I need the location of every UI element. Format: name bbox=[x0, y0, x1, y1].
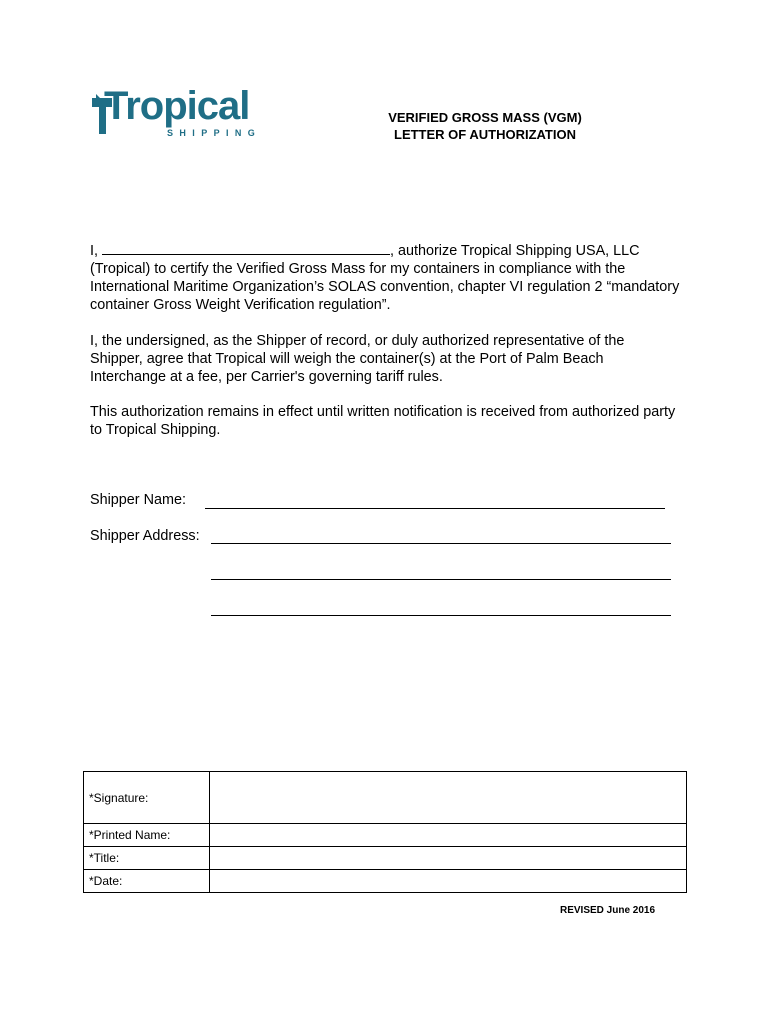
p1-text: , authorize Tropical Shipping USA, LLC (Tropical) to certify the Verified Gross Mass for my containers in compliance with the International Maritime Organization’s SOLAS convention, chapter VI regulation 2 “mandatory container Gross Weight Verification regulation”. bbox=[90, 243, 680, 313]
p1-prefix: I, bbox=[90, 243, 98, 259]
authorizer-name-blank[interactable] bbox=[102, 242, 390, 255]
tropical-shipping-logo bbox=[90, 84, 270, 142]
title-row bbox=[84, 847, 687, 870]
title-line-1: VERIFIED GROSS MASS (VGM) bbox=[388, 110, 582, 125]
shipper-address-line-1[interactable] bbox=[211, 543, 671, 544]
effect-paragraph: This authorization remains in effect until written notification is received from authorized party to Tropical Shipping. bbox=[90, 404, 676, 438]
title-line-2: LETTER OF AUTHORIZATION bbox=[394, 127, 576, 142]
date-label: *Date: bbox=[84, 870, 210, 893]
signature-field[interactable] bbox=[210, 772, 687, 824]
shipper-address-line-3[interactable] bbox=[211, 615, 671, 616]
printed-name-row bbox=[84, 824, 687, 847]
title-field[interactable] bbox=[210, 847, 687, 870]
printed-name-label: *Printed Name: bbox=[84, 824, 210, 847]
signature-table bbox=[83, 771, 687, 893]
date-field[interactable] bbox=[210, 870, 687, 893]
shipper-name-label: Shipper Name: bbox=[90, 492, 186, 508]
shipper-address-line-2[interactable] bbox=[211, 579, 671, 580]
date-row bbox=[84, 870, 687, 893]
signature-row bbox=[84, 772, 687, 824]
logo-wordmark: Tropical bbox=[104, 84, 250, 128]
undersigned-paragraph: I, the undersigned, as the Shipper of record, or duly authorized representative of the Shipper, agree that Tropical will weigh the container(s) at the Port of Palm Beach Interchange at a fee, per Carrier's governing tariff rules. bbox=[90, 333, 625, 385]
signature-label: *Signature: bbox=[84, 772, 210, 824]
revision-note: REVISED June 2016 bbox=[560, 905, 656, 916]
shipper-address-label: Shipper Address: bbox=[90, 528, 200, 544]
logo-subtitle: SHIPPING bbox=[167, 128, 262, 138]
shipper-name-line[interactable] bbox=[205, 508, 665, 509]
printed-name-field[interactable] bbox=[210, 824, 687, 847]
document-title bbox=[380, 109, 590, 143]
title-label: *Title: bbox=[84, 847, 210, 870]
authorization-paragraph bbox=[90, 242, 680, 314]
